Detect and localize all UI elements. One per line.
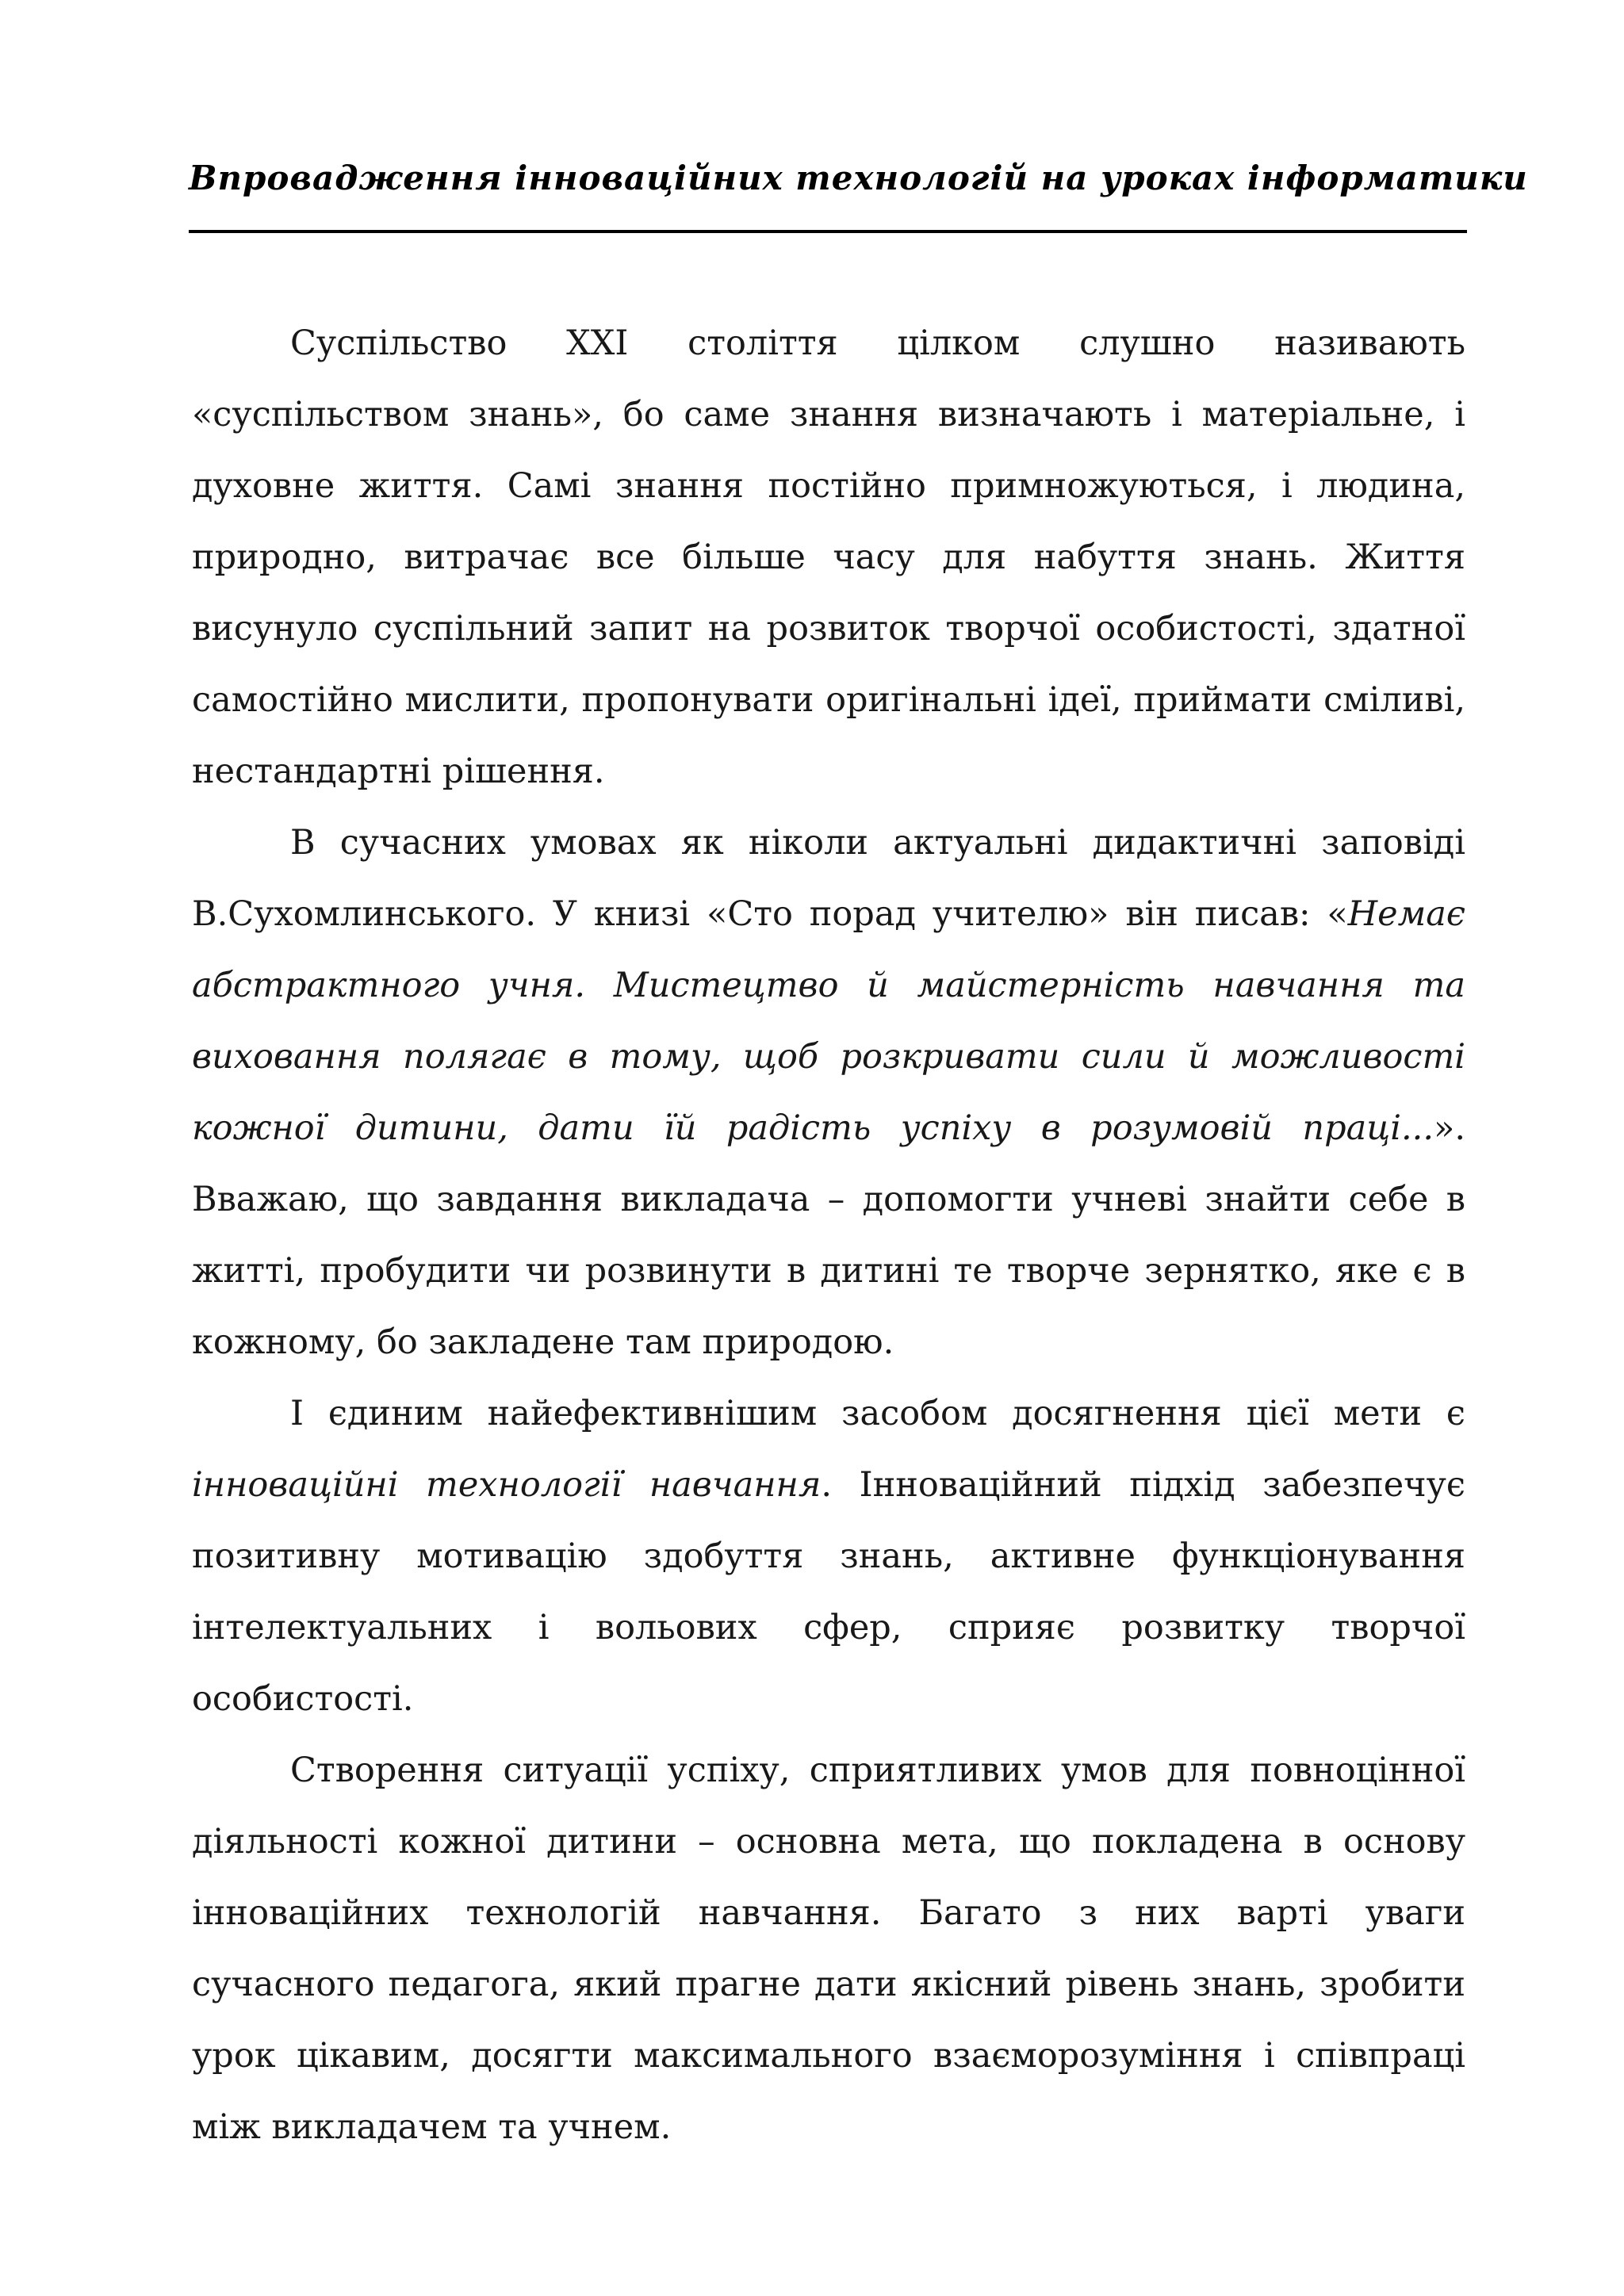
page-header-title: Впровадження інноваційних технологій на уроках інформатики	[189, 159, 1528, 197]
paragraph-3-intro: І єдиним найефективнішим засобом досягнення цієї мети є	[290, 1394, 1465, 1433]
paragraph-1: Суспільство XXI століття цілком слушно називають «суспільством знань», бо саме знання визначають і матеріальне, і духовне життя. Самі знання постійно примножуються, і людина, природно, витрачає все більше часу для набуття знань. Життя висунуло суспільний запит на розвиток творчої особистості, здатної самостійно мислити, пропонувати оригінальні ідеї, приймати сміливі, нестандартні рішення.	[192, 323, 1465, 791]
innovative-technologies-emphasis: інноваційні технології навчання	[192, 1465, 822, 1505]
paragraph-3	[192, 1378, 1465, 1735]
paragraph-2-intro: В сучасних умовах як ніколи актуальні дидактичні заповіді В.Сухомлинського. У книзі «Сто порад учителю» він писав: «	[192, 823, 1465, 934]
paragraph-3-conclusion: . Інноваційний підхід забезпечує позитивну мотивацію здобуття знань, активне функціонування інтелектуальних і вольових сфер, сприяє розвитку творчої особистості.	[192, 1465, 1465, 1719]
paragraph-4: Створення ситуації успіху, сприятливих умов для повноцінної діяльності кожної дитини – основна мета, що покладена в основу інноваційних технологій навчання. Багато з них варті уваги сучасного педагога, який прагне дати якісний рівень знань, зробити урок цікавим, досягти максимального взаєморозуміння і співпраці між викладачем та учнем.	[192, 1751, 1465, 2147]
paragraph-2-conclusion: ». Вважаю, що завдання викладача – допомогти учневі знайти себе в житті, пробудити чи розвинути в дитині те творче зернятко, яке є в кожному, бо закладене там природою.	[192, 1108, 1465, 1362]
document-body	[192, 308, 1465, 2163]
paragraph-2	[192, 807, 1465, 1378]
header-divider	[189, 230, 1467, 233]
sukhomlynsky-quote: Немає абстрактного учня. Мистецтво й майстерність навчання та виховання полягає в тому, щоб розкривати сили й можливості кожної дитини, дати їй радість успіху в розумовій праці...	[192, 894, 1465, 1148]
